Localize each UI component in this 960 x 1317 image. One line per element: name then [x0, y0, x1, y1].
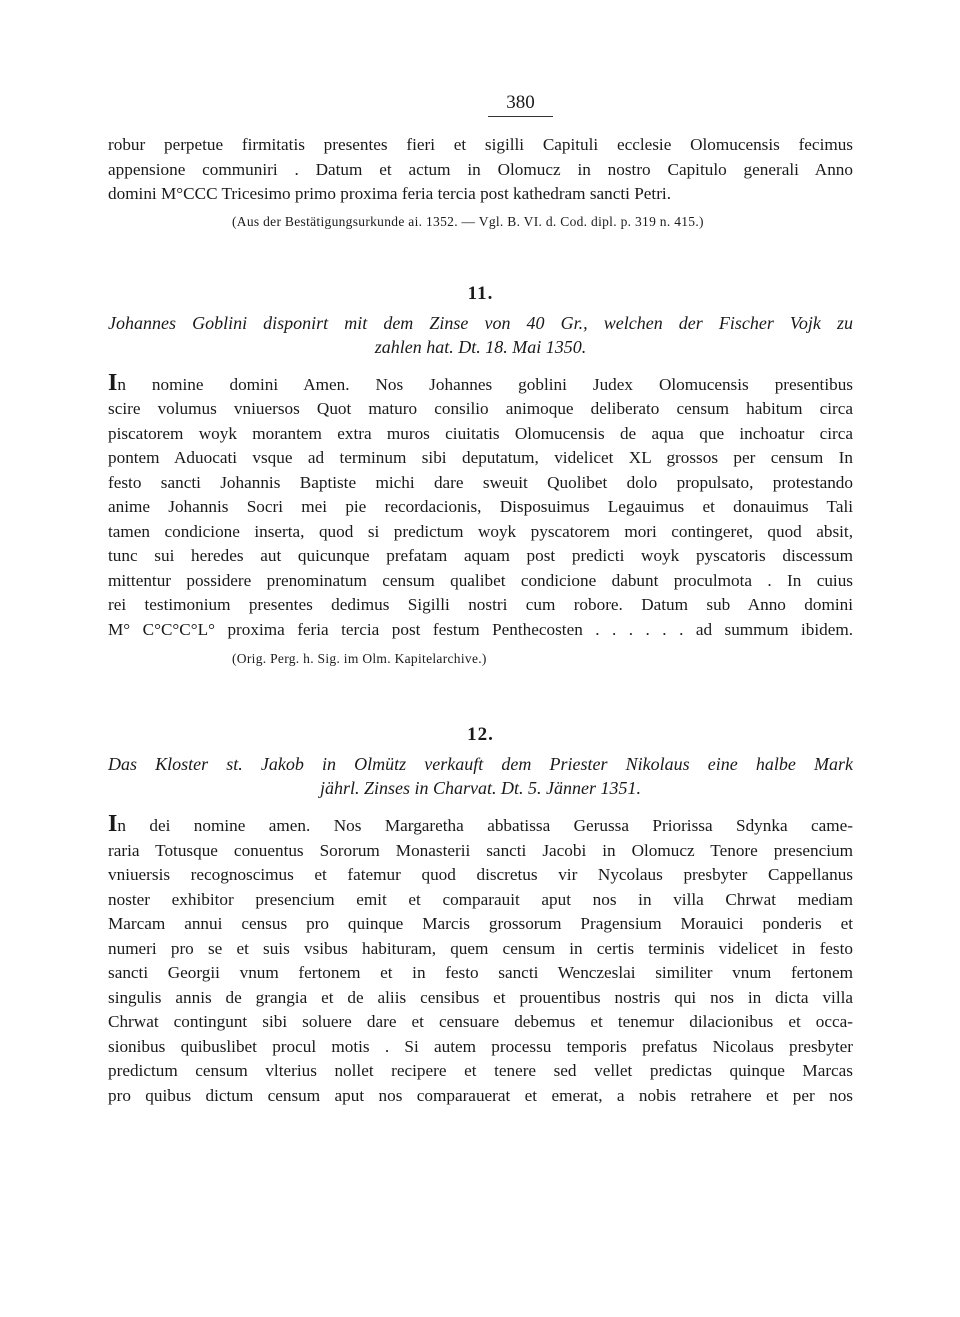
first-line-text: n nomine domini Amen. Nos Johannes goblini Judex Olomucensis presentibus — [117, 374, 853, 394]
title-line: zahlen hat. Dt. 18. Mai 1350. — [374, 336, 587, 357]
text-line: piscatorem woyk morantem extra muros ciuitatis Olomucensis de aqua que inchoatur circa — [108, 423, 853, 443]
document-title — [108, 752, 853, 800]
page-number — [108, 92, 853, 117]
text-line: scire volumus vniuersos Quot maturo consilio animoque deliberato censum habitum circa — [108, 399, 853, 418]
initial-letter: I — [108, 369, 118, 396]
text-line: tunc sui heredes aut quicunque prefatam aquam post predicti woyk pyscatoris discessum — [108, 546, 853, 565]
text-line: robur perpetue firmitatis presentes fieri et sigilli Capituli ecclesie Olomucensis fecimus — [108, 135, 853, 154]
text-line: tamen condicione inserta, quod si predictum woyk pyscatorem mori contingeret, quod absit, — [108, 521, 853, 541]
text-line: rei testimonium presentes dedimus Sigilli nostri cum robore. Datum sub Anno domini — [108, 595, 853, 614]
document-number: 11. — [467, 282, 494, 304]
text-line: M° C°C°C°L° proxima feria tercia post festum Penthecosten . . . . . . ad summum ibidem. — [108, 619, 853, 639]
page-number-text: 380 — [488, 92, 553, 117]
document-number: 12. — [467, 724, 494, 745]
text-line: Chrwat contingunt sibi soluere dare et censuare debemus et tenemur dilacionibus et occa- — [108, 1012, 853, 1031]
title-line: Das Kloster st. Jakob in Olmütz verkauft dem Priester Nikolaus eine halbe Mark — [108, 754, 853, 774]
text-line: numeri pro se et suis vsibus habituram, quem censum in certis terminis videlicet in festo — [108, 938, 853, 958]
text-line: festo sancti Johannis Baptiste michi dare sweuit Quolibet dolo propulsato, protestando — [108, 472, 853, 492]
first-line-text: n dei nomine amen. Nos Margaretha abbatissa Gerussa Priorissa Sdynka came- — [117, 816, 853, 835]
source-note: (Aus der Bestätigungsurkunde ai. 1352. — Vgl. B. VI. d. Cod. dipl. p. 319 n. 415.) — [232, 213, 704, 229]
title-line: Johannes Goblini disponirt mit dem Zinse von 40 Gr., welchen der Fischer Vojk zu — [108, 312, 853, 333]
document-title — [108, 311, 853, 359]
text-line: pontem Aduocati vsque ad terminum sibi deputatum, videlicet XL grossos per censum In — [108, 448, 853, 467]
text-line: noster exhibitor presencium emit et comparauit aput nos in villa Chrwat mediam — [108, 889, 853, 909]
text-line: pro quibus dictum censum aput nos comparauerat et emerat, a nobis retrahere et per nos — [108, 1085, 853, 1105]
text-line: mittentur possidere prenominatum censum qualibet condicione dabunt proculmota . In cuius — [108, 570, 853, 590]
text-line: domini M°CCC Tricesimo primo proxima feria tercia post kathedram sancti Petri. — [108, 184, 671, 203]
text-line: sionibus quibuslibet procul motis . Si autem processu temporis prefatus Nicolaus presbyter — [108, 1036, 853, 1056]
title-line: jährl. Zinses in Charvat. Dt. 5. Jänner 1351. — [319, 778, 641, 798]
text-line: anime Johannis Socri mei pie recordacionis, Disposuimus Legauimus et donauimus Tali — [108, 497, 853, 516]
text-line: raria Totusque conuentus Sororum Monasterii sancti Jacobi in Olomucz Tenore presencium — [108, 840, 853, 860]
document-body — [108, 811, 853, 1108]
text-line: Marcam annui census pro quinque Marcis grossorum Pragensium Morauici ponderis et — [108, 914, 853, 933]
document-body — [108, 369, 853, 643]
text-line: sancti Georgii vnum fertonem et in festo sancti Wenczeslai similiter vnum fertonem — [108, 963, 853, 982]
text-line — [108, 369, 853, 398]
text-line: vniuersis recognoscimus et fatemur quod discretus vir Nycolaus presbyter Cappellanus — [108, 865, 853, 884]
page — [108, 92, 853, 1108]
text-line: predictum censum vlterius nollet recipere et tenere sed vellet predictas quinque Marcas — [108, 1061, 853, 1080]
initial-letter: I — [108, 811, 118, 837]
text-line: appensione communiri . Datum et actum in Olomucz in nostro Capitulo generali Anno — [108, 159, 853, 179]
text-line: singulis annis de grangia et de aliis censibus et prouentibus nostris qui nos in dicta villa — [108, 987, 853, 1007]
source-note: (Orig. Perg. h. Sig. im Olm. Kapitelarchive.) — [232, 651, 487, 666]
text-line — [108, 811, 853, 839]
continuation-paragraph — [108, 133, 853, 207]
